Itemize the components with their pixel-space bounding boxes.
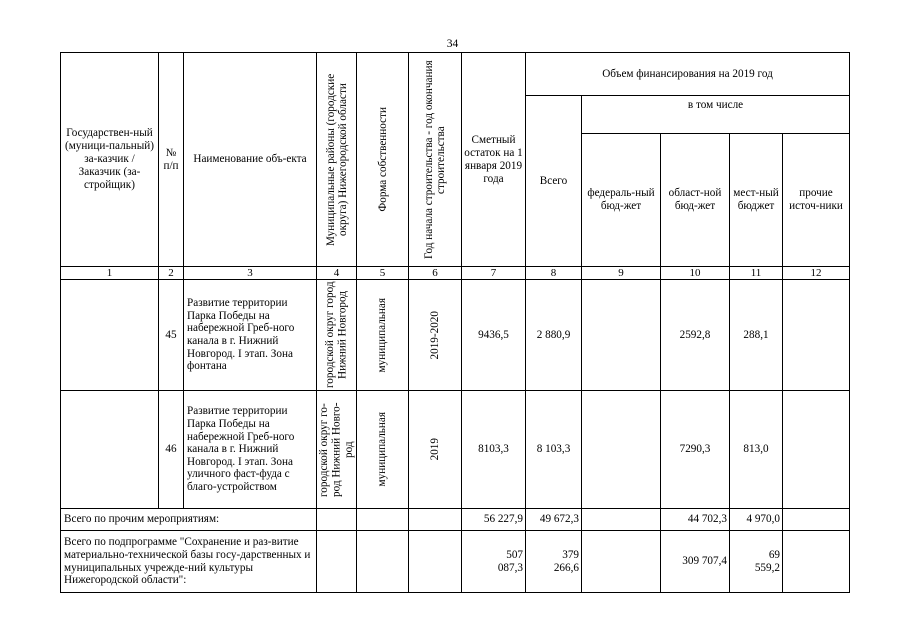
header-districts [317,53,357,267]
row-district [317,391,357,509]
table-row [61,280,850,391]
row-district-text: городской округ го-род Нижний Новго-род [317,402,355,497]
row-object-name: Развитие территории Парка Победы на набережной Греб-ного канала в г. Нижний Новгород. I этап. Зона фонтана [184,280,317,391]
row-estimate: 9436,5 [462,280,526,391]
header-estimate: Сметный остаток на 1 января 2019 года [462,53,526,267]
column-number: 11 [730,267,783,280]
total-other-regional: 44 702,3 [661,509,730,531]
column-number: 6 [409,267,462,280]
header-years [409,53,462,267]
row-ownership [357,280,409,391]
column-number: 4 [317,267,357,280]
total-other-label: Всего по прочим мероприятиям: [61,509,317,531]
column-number: 10 [661,267,730,280]
row-local: 813,0 [730,391,783,509]
column-number: 1 [61,267,159,280]
header-local: мест-ный бюджет [730,134,783,267]
empty-cell [409,509,462,531]
total-program-estimate [462,531,526,593]
financing-table [60,52,850,593]
header-regional: област-ной бюд-жет [661,134,730,267]
row-years-text: 2019-2020 [428,310,441,360]
total-program-regional: 309 707,4 [661,531,730,593]
total-program-local-line1: 69 [768,548,780,561]
column-number: 7 [462,267,526,280]
page-number: 34 [446,38,459,50]
table-row [61,391,850,509]
row-federal [582,391,661,509]
total-program-local-line2: 559,2 [754,561,780,574]
header-federal: федераль-ный бюд-жет [582,134,661,267]
empty-cell [317,531,357,593]
total-program-estimate-line2: 087,3 [497,561,523,574]
header-num: № п/п [159,53,184,267]
column-number: 9 [582,267,661,280]
column-number: 8 [526,267,582,280]
total-other-row [61,509,850,531]
empty-cell [317,509,357,531]
header-years-text: Год начала строительства - год окончания строительства [423,60,447,259]
total-other-other [783,509,850,531]
row-ownership [357,391,409,509]
row-estimate: 8103,3 [462,391,526,509]
row-regional: 7290,3 [661,391,730,509]
total-other-federal [582,509,661,531]
total-program-local [730,531,783,593]
header-ownership-text: Форма собственности [376,107,389,212]
row-other [783,280,850,391]
total-program-other [783,531,850,593]
empty-cell [409,531,462,593]
row-customer [61,391,159,509]
header-object-name: Наименование объ-екта [184,53,317,267]
row-years [409,280,462,391]
empty-cell [357,531,409,593]
row-years [409,391,462,509]
column-number: 3 [184,267,317,280]
row-ownership-text: муниципальная [376,412,389,487]
column-number: 5 [357,267,409,280]
header-funding-title: Объем финансирования на 2019 год [526,53,850,96]
row-other [783,391,850,509]
row-years-text: 2019 [428,438,441,461]
total-other-total: 49 672,3 [526,509,582,531]
total-other-estimate: 56 227,9 [462,509,526,531]
row-district-text: городской округ город Нижний Новгород [324,281,349,389]
row-customer [61,280,159,391]
total-program-row [61,531,850,593]
total-program-total-line1: 379 [562,548,579,561]
row-total: 8 103,3 [526,391,582,509]
row-object-name: Развитие территории Парка Победы на набережной Греб-ного канала в г. Нижний Новгород. I этап. Зона уличного фаст-фуда с благо-устройством [184,391,317,509]
header-total: Всего [526,96,582,267]
header-ownership [357,53,409,267]
column-number: 12 [783,267,850,280]
column-numbers-row [61,267,850,280]
column-number: 2 [159,267,184,280]
row-regional: 2592,8 [661,280,730,391]
empty-cell [357,509,409,531]
total-program-estimate-line1: 507 [506,548,523,561]
total-other-local: 4 970,0 [730,509,783,531]
row-local: 288,1 [730,280,783,391]
header-districts-text: Муниципальные районы (городские округа) Нижегородской области [324,73,349,246]
header-including: в том числе [582,96,850,134]
total-program-label: Всего по подпрограмме "Сохранение и раз-витие материально-технической базы госу-дарственных и муниципальных учрежде-ний культуры Нижегородской области": [61,531,317,593]
header-other: прочие источ-ники [783,134,850,267]
row-num: 45 [159,280,184,391]
row-total: 2 880,9 [526,280,582,391]
total-program-federal [582,531,661,593]
total-program-total-line2: 266,6 [553,561,579,574]
row-federal [582,280,661,391]
header-customer: Государствен-ный (муници-пальный) за-казчик / Заказчик (за-стройщик) [61,53,159,267]
row-ownership-text: муниципальная [376,297,389,373]
row-num: 46 [159,391,184,509]
total-program-total [526,531,582,593]
row-district [317,280,357,391]
